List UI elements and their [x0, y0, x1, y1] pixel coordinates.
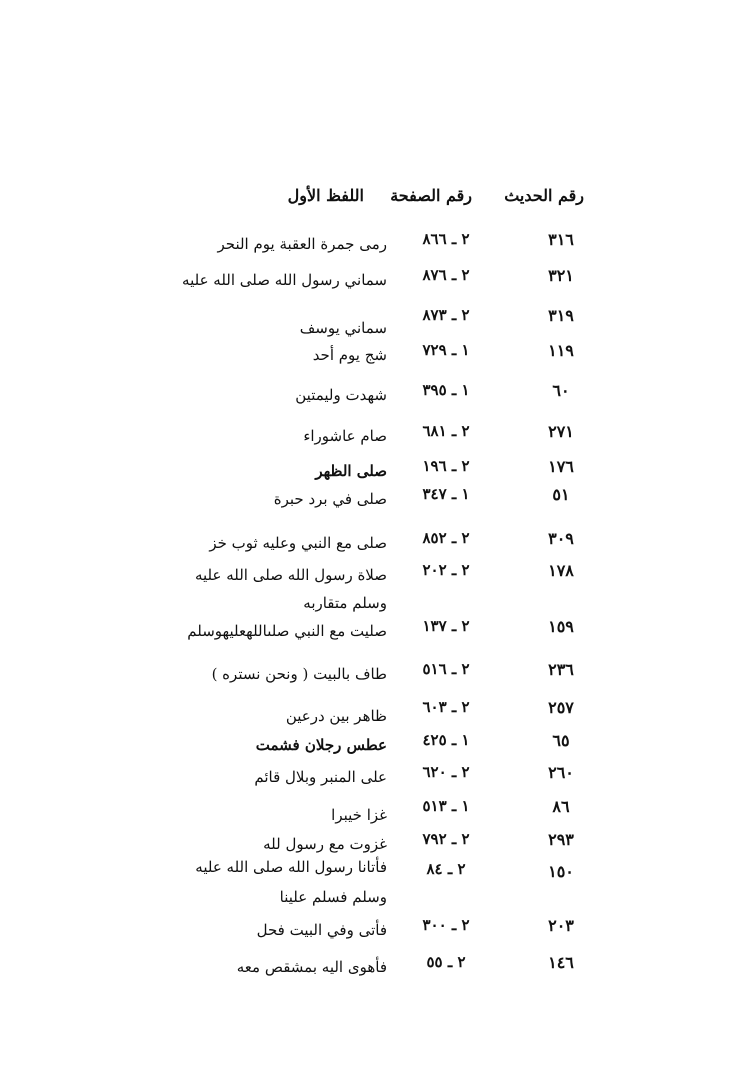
hadith-number: ٣١٦ — [548, 230, 574, 249]
first-word-text: على المنبر وبلال قائم — [254, 768, 387, 786]
hadith-number: ١٥٠ — [548, 862, 574, 881]
column-header-page-number: رقم الصفحة — [390, 186, 472, 205]
first-word-text: صلى الظهر — [315, 462, 387, 480]
hadith-number: ١٧٦ — [548, 457, 574, 476]
page-reference: ٢ ـ ١٣٧ — [422, 617, 470, 635]
page-reference: ٢ ـ ٧٩٢ — [422, 830, 470, 848]
first-word-text: طاف بالبيت ( ونحن نستره ) — [211, 665, 387, 683]
hadith-number: ٨٦ — [552, 797, 570, 816]
page-reference: ١ ـ ٣٤٧ — [422, 485, 470, 503]
hadith-number: ٢٦٠ — [548, 763, 574, 782]
first-word-text: سماني يوسف — [299, 319, 387, 337]
page-reference: ٢ ـ ٥١٦ — [422, 660, 470, 678]
column-header-hadith-number: رقم الحديث — [504, 186, 584, 205]
page-reference: ٢ ـ ١٩٦ — [422, 457, 470, 475]
page-reference: ٢ ـ ٨٥٢ — [422, 529, 470, 547]
first-word-text: صليت مع النبي صلىاللهعليهوسلم — [187, 622, 387, 640]
page-reference: ٢ ـ ٦٢٠ — [422, 763, 470, 781]
first-word-text: صلى مع النبي وعليه ثوب خز — [209, 534, 387, 552]
page-reference: ٢ ـ ٢٠٢ — [422, 561, 470, 579]
page-reference: ١ ـ ٣٩٥ — [422, 381, 470, 399]
first-word-text: فأهوى اليه بمشقص معه — [236, 958, 387, 976]
page-reference: ٢ ـ ٦٨١ — [422, 422, 470, 440]
page-reference: ٢ ـ ٨٤ — [426, 860, 466, 878]
hadith-number: ٢٥٧ — [548, 698, 574, 717]
table-header — [0, 186, 736, 216]
column-header-first-word: اللفظ الأول — [287, 186, 364, 205]
hadith-number: ١٧٨ — [548, 561, 574, 580]
page-reference: ٢ ـ ٥٥ — [426, 953, 466, 971]
first-word-text: غزا خيبرا — [331, 806, 387, 824]
hadith-number: ٣١٩ — [548, 306, 574, 325]
first-word-text: صلى في برد حبرة — [273, 490, 387, 508]
hadith-number: ٢٩٣ — [548, 830, 574, 849]
hadith-number: ٢٧١ — [548, 422, 574, 441]
first-word-text: غزوت مع رسول لله — [263, 835, 387, 853]
hadith-number: ٦٠ — [552, 381, 570, 400]
first-word-text: شج يوم أحد — [312, 346, 387, 364]
first-word-text: عطس رجلان فشمت — [255, 736, 387, 754]
page-reference: ١ ـ ٥١٣ — [422, 797, 470, 815]
page-reference: ٢ ـ ٦٠٣ — [422, 698, 470, 716]
hadith-number: ١٤٦ — [548, 953, 574, 972]
hadith-number: ١١٩ — [548, 341, 574, 360]
page-reference: ٢ ـ ٨٧٦ — [422, 266, 470, 284]
first-word-text: سماني رسول الله صلى الله عليه — [182, 271, 387, 289]
first-word-text: ظاهر بين درعين — [285, 707, 387, 725]
first-word-text: صلاة رسول الله صلى الله عليه وسلم متقاربه — [194, 566, 387, 612]
page-reference: ١ ـ ٤٢٥ — [422, 731, 470, 749]
first-word-text: صام عاشوراء — [303, 427, 387, 445]
page-reference: ٢ ـ ٨٦٦ — [422, 230, 470, 248]
first-word-text: شهدت وليمتين — [295, 386, 387, 404]
hadith-number: ٦٥ — [552, 731, 570, 750]
page-reference: ٢ ـ ٣٠٠ — [422, 916, 470, 934]
hadith-number: ٣٠٩ — [548, 529, 574, 548]
hadith-number: ٢٣٦ — [548, 660, 574, 679]
first-word-text: فأتى وفي البيت فحل — [256, 921, 387, 939]
first-word-text: رمى جمرة العقبة يوم النحر — [217, 235, 387, 253]
first-word-text: فأتانا رسول الله صلى الله عليه وسلم فسلم علينا — [195, 858, 387, 906]
hadith-number: ٥١ — [552, 485, 570, 504]
page-reference: ٢ ـ ٨٧٣ — [422, 306, 470, 324]
hadith-number: ٣٢١ — [548, 266, 574, 285]
hadith-number: ٢٠٣ — [548, 916, 574, 935]
page-reference: ١ ـ ٧٢٩ — [422, 341, 470, 359]
hadith-number: ١٥٩ — [548, 617, 574, 636]
